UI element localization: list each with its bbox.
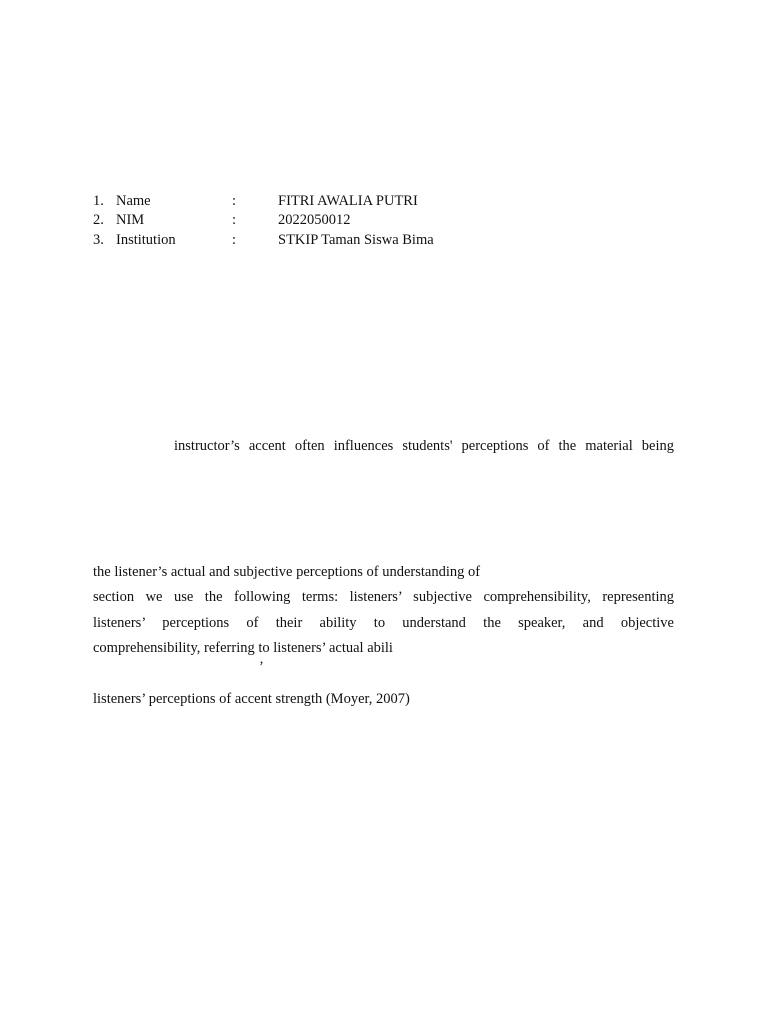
- field-colon: :: [232, 232, 237, 248]
- paragraph-line-indent: instructor’s accent often influences students' perceptions of the material being: [174, 438, 674, 454]
- paragraph-line-c: listeners’ perceptions of their ability to understand the speaker, and objective: [93, 615, 674, 631]
- field-label: Name: [116, 193, 151, 209]
- stray-apostrophe: ’: [259, 659, 264, 675]
- paragraph-line-d: comprehensibility, referring to listeners’ actual abili: [93, 640, 393, 656]
- paragraph-line-e: listeners’ perceptions of accent strength (Moyer, 2007): [93, 691, 410, 707]
- field-colon: :: [232, 212, 237, 228]
- field-value: FITRI AWALIA PUTRI: [278, 193, 418, 209]
- list-number: 1.: [93, 193, 104, 209]
- field-value: 2022050012: [278, 212, 351, 228]
- list-number: 2.: [93, 212, 104, 228]
- field-colon: :: [232, 193, 237, 209]
- field-label: NIM: [116, 212, 145, 228]
- paragraph-line-a: the listener’s actual and subjective perceptions of understanding of: [93, 564, 481, 580]
- paragraph-line-b: section we use the following terms: listeners’ subjective comprehensibility, representing: [93, 589, 674, 605]
- field-label: Institution: [116, 232, 176, 248]
- list-number: 3.: [93, 232, 104, 248]
- field-value: STKIP Taman Siswa Bima: [278, 232, 434, 248]
